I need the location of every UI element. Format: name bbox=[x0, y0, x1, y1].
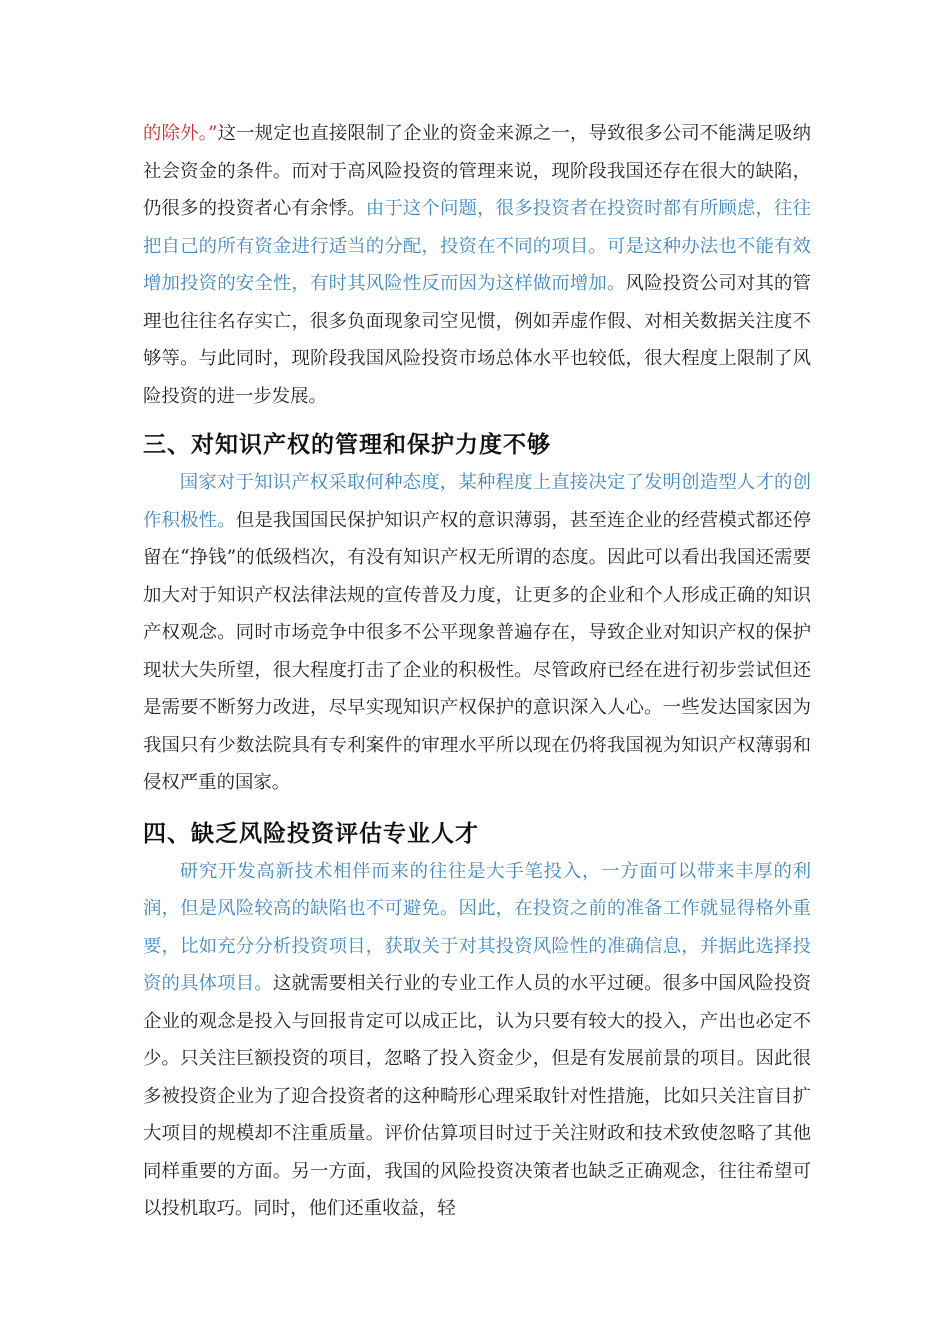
section-heading-3: 三、对知识产权的管理和保护力度不够 bbox=[143, 432, 551, 458]
body-text: 风险投资公司对其的管理也往往名存实亡，很多负面现象司空见惯，例如弄虚作假、对相关数据关注度不够等。与此同时，现阶段我国风险投资市场总体水平也较低，很大程度上限制了风险投资的进一步发展。 bbox=[143, 273, 811, 407]
highlighted-red-text: 的除外。” bbox=[143, 123, 218, 144]
body-text: 但是我国国民保护知识产权的意识薄弱，甚至连企业的经营模式都还停留在“挣钱”的低级档次，有没有知识产权无所谓的态度。因此可以看出我国还需要加大对于知识产权法律法规的宣传普及力度，让更多的企业和个人形成正确的知识产权观念。同时市场竞争中很多不公平现象普遍存在，导致企业对知识产权的保护现状大失所望，很大程度打击了企业的积极性。尽管政府已经在进行初步尝试但还是需要不断努力改进，尽早实现知识产权保护的意识深入人心。一些发达国家因为我国只有少数法院具有专利案件的审理水平所以现在仍将我国视为知识产权薄弱和侵权严重的国家。 bbox=[143, 509, 811, 793]
highlighted-blue-text: 由于这个问题，很多投资者在投资时都有所顾虑，往往把自己的所有资金进行适当的分配，投资在不同的项目。可是这种办法也不能有效增加投资的安全性，有时其风险性反而因为这样做而增加。 bbox=[143, 198, 811, 294]
section-3-paragraph bbox=[143, 464, 811, 802]
highlighted-blue-text: 研究开发高新技术相伴而来的往往是大手笔投入，一方面可以带来丰厚的利润，但是风险较高的缺陷也不可避免。因此，在投资之前的准备工作就显得格外重要，比如充分分析投资项目，获取关于对其投资风险性的准确信息，并据此选择投资的具体项目。 bbox=[143, 860, 811, 994]
body-text: 这就需要相关行业的专业工作人员的水平过硬。很多中国风险投资企业的观念是投入与回报肯定可以成正比，认为只要有较大的投入，产出也必定不少。只关注巨额投资的项目，忽略了投入资金少，但是有发展前景的项目。因此很多被投资企业为了迎合投资者的这种畸形心理采取针对性措施，比如只关注盲目扩大项目的规模却不注重质量。评价估算项目时过于关注财政和技术致使忽略了其他同样重要的方面。另一方面，我国的风险投资决策者也缺乏正确观念，往往希望可以投机取巧。同时，他们还重收益，轻 bbox=[143, 973, 811, 1219]
section-4-paragraph bbox=[143, 853, 811, 1228]
paragraph-continuation bbox=[143, 115, 811, 415]
section-heading-4: 四、缺乏风险投资评估专业人才 bbox=[143, 820, 479, 847]
highlighted-blue-text: 国家对于知识产权采取何种态度，某种程度上直接决定了发明创造型人才的创作积极性。 bbox=[143, 472, 811, 531]
document-page bbox=[143, 115, 811, 1228]
body-text: 这一规定也直接限制了企业的资金来源之一，导致很多公司不能满足吸纳社会资金的条件。而对于高风险投资的管理来说，现阶段我国还存在很大的缺陷，仍很多的投资者心有余悸。 bbox=[143, 123, 811, 219]
